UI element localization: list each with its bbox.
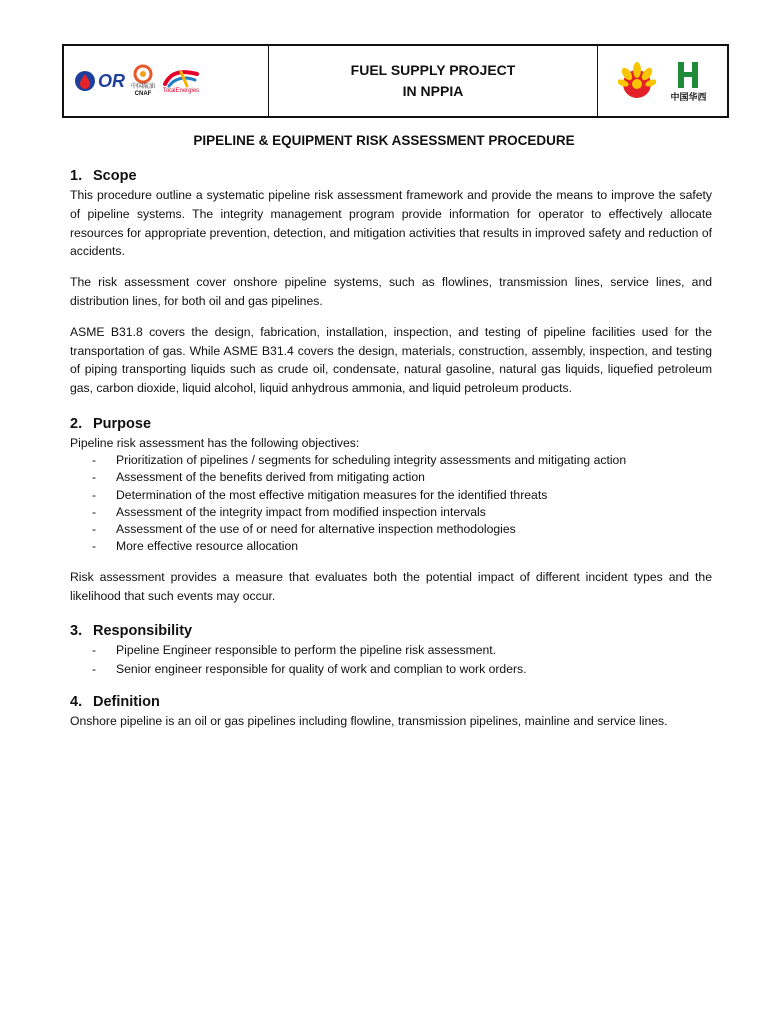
section-heading: 2. Purpose [70,415,152,432]
document-title: PIPELINE & EQUIPMENT RISK ASSESSMENT PROCEDURE [193,133,575,148]
petrochina-logo-icon [618,62,656,100]
section-heading: 1. Scope [70,168,137,184]
huaxi-logo: 中国华西 [670,60,706,103]
list-item: - Assessment of the use of or need for alternative inspection methodologies [70,521,712,538]
section-responsibility [70,621,712,678]
totalenergies-emblem-icon [161,68,201,88]
purpose-closing: Risk assessment provides a measure that evaluates both the potential impact of different incident types and the likelihood that such events may occur. [70,569,712,603]
purpose-objectives-list [70,452,712,556]
document-body [70,166,712,743]
list-item: - Senior engineer responsible for quality of work and complian to work orders. [70,660,712,679]
cnaf-logo: 中国航油 CNAF [131,64,155,98]
project-title [269,46,597,116]
section-heading: 3. Responsibility [70,623,193,640]
partner-logos-right [597,46,727,116]
scope-paragraph-3: ASME B31.8 covers the design, fabrication, installation, inspection, and testing of pipeline facilities used for the transportation of gas. While ASME B31.4 covers the design, materials, construction, assembly, inspection, and testing of piping transporting liquids such as crude oil, condensate, natural gasoline, natural gas liquids, liquefied petroleum gas, carbon dioxide, liquid alcohol, liquid anhydrous ammonia, and liquid petroleum products. [70,324,712,396]
section-heading: 4. Definition [70,694,160,711]
section-definition [70,692,712,731]
or-drop-icon [74,70,96,92]
definition-text: Onshore pipeline is an oil or gas pipelines including flowline, transmission pipelines, mainline and service lines. [70,714,668,729]
scope-paragraph-2: The risk assessment cover onshore pipeline systems, such as flowlines, transmission lines, service lines, and distribution lines, for both oil and gas pipelines. [70,275,712,308]
list-item: - More effective resource allocation [70,538,712,555]
section-purpose [70,414,712,605]
totalenergies-logo: TotalEnergies [161,68,201,95]
cnaf-emblem-icon [132,64,154,84]
scope-paragraph-1: This procedure outline a systematic pipeline risk assessment framework and provide the means to improve the safety of pipeline systems. The integrity management program provide information for operator to effectively allocate resources for appropriate prevention, detection, and mitigation activities that results in improved safety and reduction of accidents. [70,188,712,259]
document-header [62,44,729,118]
responsibility-list [70,641,712,678]
list-item: - Assessment of the integrity impact from modified inspection intervals [70,504,712,521]
section-scope [70,166,712,398]
partner-logos-left [64,46,269,116]
or-logo: OR [74,70,125,92]
huaxi-emblem-icon [676,60,700,90]
list-item: - Assessment of the benefits derived from mitigating action [70,469,712,486]
list-item: - Prioritization of pipelines / segments for scheduling integrity assessments and mitigating action [70,452,712,469]
project-title-line2: IN NPPIA [402,83,464,99]
list-item: - Determination of the most effective mitigation measures for the identified threats [70,487,712,504]
list-item: - Pipeline Engineer responsible to perform the pipeline risk assessment. [70,641,712,660]
purpose-intro: Pipeline risk assessment has the following objectives: [70,435,360,450]
project-title-line1: FUEL SUPPLY PROJECT [350,62,516,78]
